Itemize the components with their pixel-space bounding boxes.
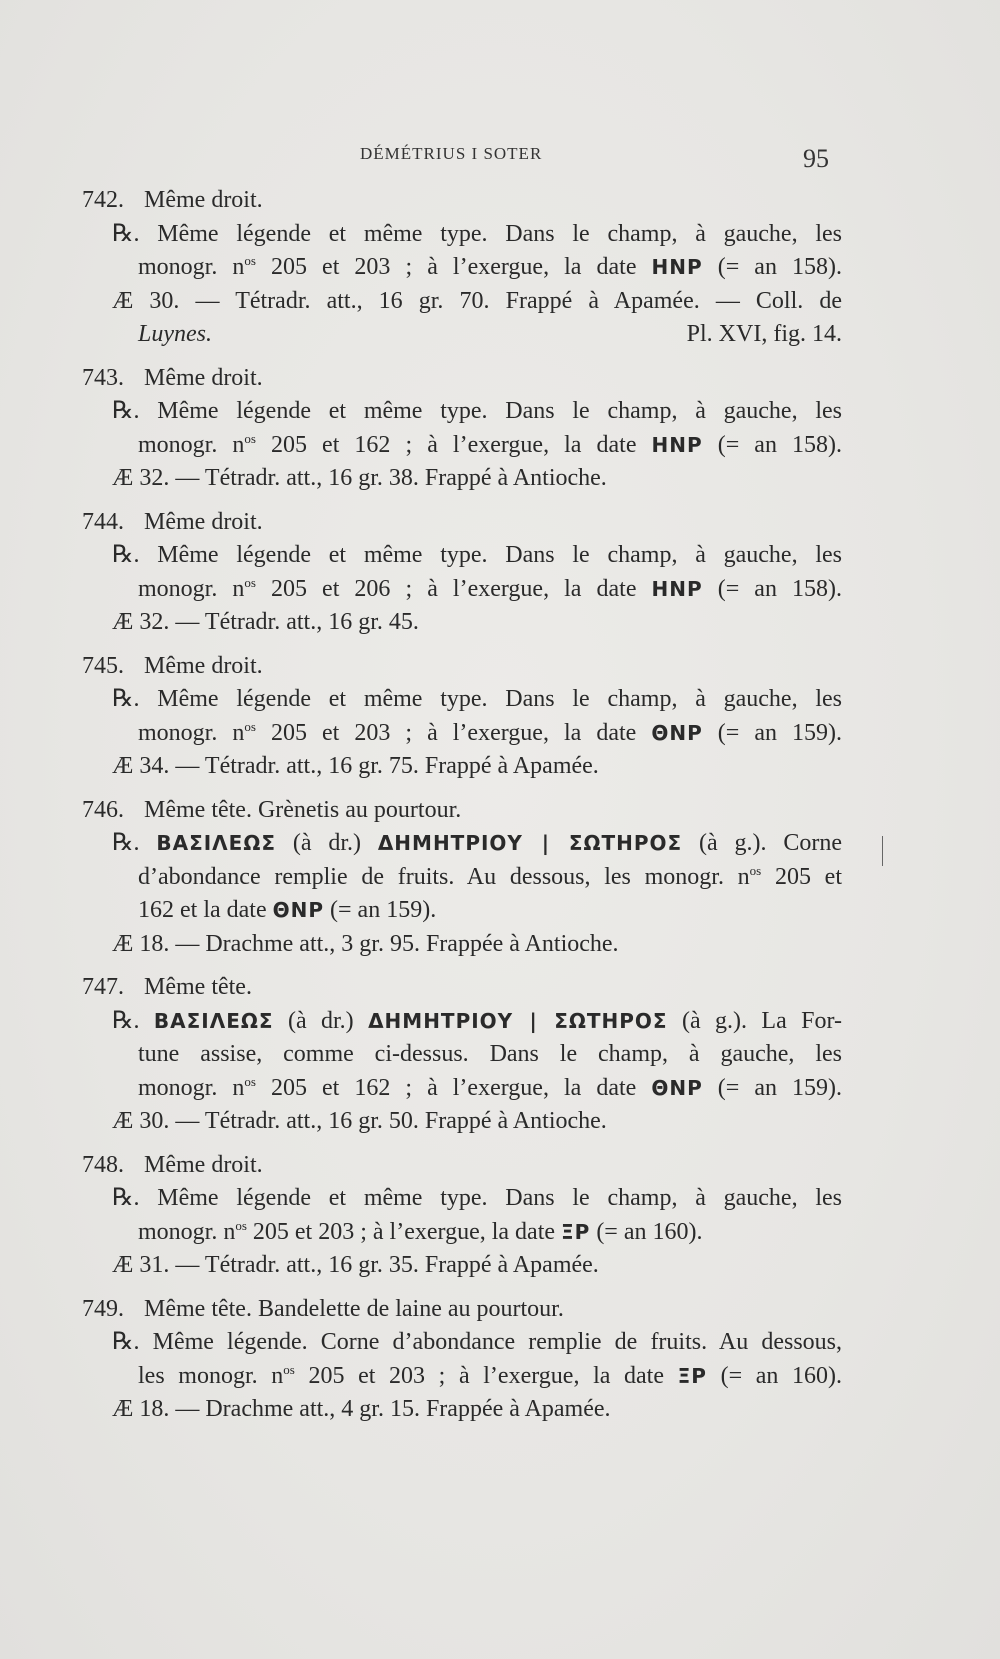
- catalogue-entry-742: [82, 184, 842, 352]
- entry-title: Même tête. Grènetis au pourtour.: [144, 796, 462, 823]
- entry-line: Æ 18. — Drachme att., 3 gr. 95. Frappée à Antioche.: [112, 930, 619, 957]
- entry-line: monogr. $n^{os}$ 205 et 162 ; à l’exergue, la date HNP (= an 158).: [138, 430, 842, 458]
- entry-line: ℞. Même légende et même type. Dans le champ, à gauche, les: [112, 686, 842, 712]
- entry-number: 745.: [82, 652, 124, 679]
- entry-title: Même droit.: [144, 652, 263, 679]
- catalogue-entry-744: [82, 506, 842, 640]
- margin-pencil-mark: [882, 836, 883, 866]
- entry-line: Luynes. Pl. XVI, fig. 14.: [138, 318, 842, 352]
- entry-line: Æ 30. — Tétradr. att., 16 gr. 50. Frappé à Antioche.: [112, 1108, 607, 1134]
- catalogue-entry-749: [82, 1293, 842, 1427]
- catalogue-entry-748: [82, 1149, 842, 1283]
- entry-line: d’abondance remplie de fruits. Au dessous, les monogr. $n^{os}$ 205 et: [138, 862, 842, 890]
- entry-line: 162 et la date ΘNP (= an 159).: [138, 897, 437, 923]
- catalogue-entry-746: [82, 794, 842, 962]
- entry-number: 742.: [82, 187, 124, 213]
- entry-number: 743.: [82, 364, 124, 391]
- entry-number: 749.: [82, 1295, 124, 1322]
- entry-title: Même droit.: [144, 508, 263, 535]
- page-number: 95: [803, 144, 829, 173]
- entry-line: Æ 32. — Tétradr. att., 16 gr. 38. Frappé à Antioche.: [112, 465, 607, 491]
- entry-title: Même droit.: [144, 364, 263, 391]
- entry-line: monogr. $n^{os}$ 205 et 162 ; à l’exergue, la date ΘNP (= an 159).: [138, 1073, 842, 1101]
- catalogue-entry-747: [82, 971, 842, 1139]
- entry-line: tune assise, comme ci-dessus. Dans le champ, à gauche, les: [138, 1041, 842, 1067]
- entry-line: ℞. Même légende et même type. Dans le champ, à gauche, les: [112, 542, 842, 568]
- entry-line: monogr. $n^{os}$ 205 et 203 ; à l’exergue, la date ΞP (= an 160).: [138, 1217, 703, 1245]
- running-title: DÉMÉTRIUS I SOTER: [360, 144, 543, 163]
- entry-number: 746.: [82, 796, 124, 823]
- catalogue-entries: [82, 184, 842, 1437]
- entry-line: monogr. $n^{os}$ 205 et 206 ; à l’exergue, la date HNP (= an 158).: [138, 574, 842, 602]
- entry-number: 748.: [82, 1151, 124, 1178]
- entry-line: ℞. Même légende et même type. Dans le champ, à gauche, les: [112, 220, 842, 247]
- entry-line: ℞. ΒΑΣΙΛΕΩΣ (à dr.) ΔΗΜΗΤΡΙΟΥ | ΣΩΤΗΡΟΣ (à g.). Corne: [112, 830, 842, 856]
- entry-title: Même droit.: [144, 187, 263, 213]
- entry-line: ℞. Même légende et même type. Dans le champ, à gauche, les: [112, 398, 842, 424]
- plate-reference: Pl. XVI, fig. 14.: [686, 321, 842, 347]
- entry-line: Æ 34. — Tétradr. att., 16 gr. 75. Frappé à Apamée.: [112, 753, 599, 779]
- entry-line: monogr. $n^{os}$ 205 et 203 ; à l’exergue, la date HNP (= an 158).: [138, 253, 842, 280]
- entry-title: Même tête. Bandelette de laine au pourtour.: [144, 1295, 564, 1322]
- entry-line: Æ 31. — Tétradr. att., 16 gr. 35. Frappé à Apamée.: [112, 1252, 599, 1278]
- entry-number: 747.: [82, 974, 124, 1000]
- entry-title: Même tête.: [144, 974, 252, 1000]
- entry-line: monogr. $n^{os}$ 205 et 203 ; à l’exergue, la date ΘNP (= an 159).: [138, 718, 842, 746]
- entry-line: ℞. Même légende et même type. Dans le champ, à gauche, les: [112, 1185, 842, 1211]
- entry-line: Æ 18. — Drachme att., 4 gr. 15. Frappée à Apamée.: [112, 1396, 611, 1422]
- entry-line: Æ 32. — Tétradr. att., 16 gr. 45.: [112, 609, 419, 635]
- catalogue-entry-745: [82, 650, 842, 784]
- catalogue-entry-743: [82, 362, 842, 496]
- entry-line: Æ 30. — Tétradr. att., 16 gr. 70. Frappé à Apamée. — Coll. de: [112, 287, 842, 314]
- entry-line: ℞. Même légende. Corne d’abondance remplie de fruits. Au dessous,: [112, 1329, 842, 1355]
- entry-title: Même droit.: [144, 1151, 263, 1178]
- entry-number: 744.: [82, 508, 124, 535]
- entry-line: les monogr. $n^{os}$ 205 et 203 ; à l’exergue, la date ΞP (= an 160).: [138, 1361, 843, 1389]
- entry-line: ℞. ΒΑΣΙΛΕΩΣ (à dr.) ΔΗΜΗΤΡΙΟΥ | ΣΩΤΗΡΟΣ (à g.). La For-: [112, 1007, 842, 1034]
